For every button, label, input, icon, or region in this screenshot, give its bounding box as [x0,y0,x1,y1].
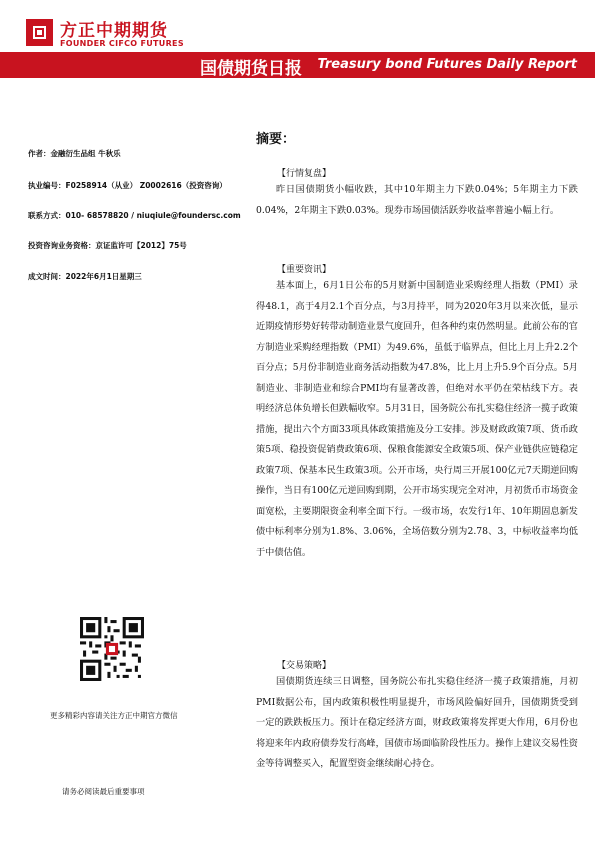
wechat-qr-code [80,617,144,681]
contact-line: 联系方式：010- 68578820 / niuqiule@foundersc.com [28,211,241,220]
qr-caption: 更多精彩内容请关注方正中期官方微信 [50,711,178,720]
report-banner [0,52,595,78]
section-heading-strategy: 【交易策略】 [277,661,332,671]
brand-name-en: FOUNDER CIFCO FUTURES [60,39,184,48]
summary-title: 摘要： [256,132,296,147]
paragraph-key-news: 基本面上，6月1日公布的5月财新中国制造业采购经理人指数（PMI）录得48.1，高于4月2.1个百分点，与3月持平，同为2020年3月以来次低，显示近期疫情形势好转带动制造业景气度回升，但各种约束仍然明显。此前公布的官方制造业采购经理指数（PMI）为49.6%，虽低于临界点，但比上月上升2.2个百分点；5月份非制造业商务活动指数为47.8%，比上月上升5.9个百分点。5月制造业、非制造业和综合PMI均有显著改善，但绝对水平仍在荣枯线下方。表明经济总体负增长但跌幅收窄。5月31日，国务院公布扎实稳住经济一揽子政策措施，提出六个方面33项具体政策措施及分工安排。涉及财政政策7项、货币政策5项、稳投资促销费政策6项、保粮食能源安全政策5项、保产业链供应链稳定政策7项、保基本民生政策3项。公开市场，央行周三开展100亿元7天期逆回购操作，当日有100亿元逆回购到期，公开市场实现完全对冲，月初货币市场资金面宽松，主要期限资金利率全面下行。一级市场，农发行1年、10年期固息新发债中标利率分别为1.8%、3.06%，全场倍数分别为2.78、3，中标收益率均低于中债估值。 [256,280,578,558]
paragraph-market-review: 昨日国债期货小幅收跌，其中10年期主力下跌0.04%；5年期主力下跌0.04%，2年期主下跌0.03%。现券市场国债活跃券收益率普遍小幅上行。 [256,184,578,216]
qualification-line: 投资咨询业务资格：京证监许可【2012】75号 [28,241,187,250]
date-line: 成文时间：2022年6月1日星期三 [28,272,142,281]
section-heading-market-review: 【行情复盘】 [277,169,332,179]
brand-logo-icon [26,19,53,46]
license-line: 执业编号：F0258914（从业） Z0002616（投资咨询） [28,181,227,190]
report-title-cn: 国债期货日报 [200,59,302,79]
disclaimer-note: 请务必阅读最后重要事项 [62,787,145,796]
brand-name-cn: 方正中期期货 [60,21,168,41]
paragraph-strategy: 国债期货连续三日调整，国务院公布扎实稳住经济一揽子政策措施，月初PMI数据公布，国内政策积极性明显提升，市场风险偏好回升，国债期货受到一定的跌跌板压力。预计在稳定经济方面，财政政策将发挥更大作用，6月份也将迎来年内政府债券发行高峰，国债市场面临阶段性压力。操作上建议交易性资金等待调整买入，配置型资金继续耐心持仓。 [256,676,578,769]
report-title-en: Treasury bond Futures Daily Report [317,57,577,72]
section-heading-key-news: 【重要资讯】 [277,265,332,275]
author-line: 作者：金融衍生品组 牛秋乐 [28,149,121,158]
